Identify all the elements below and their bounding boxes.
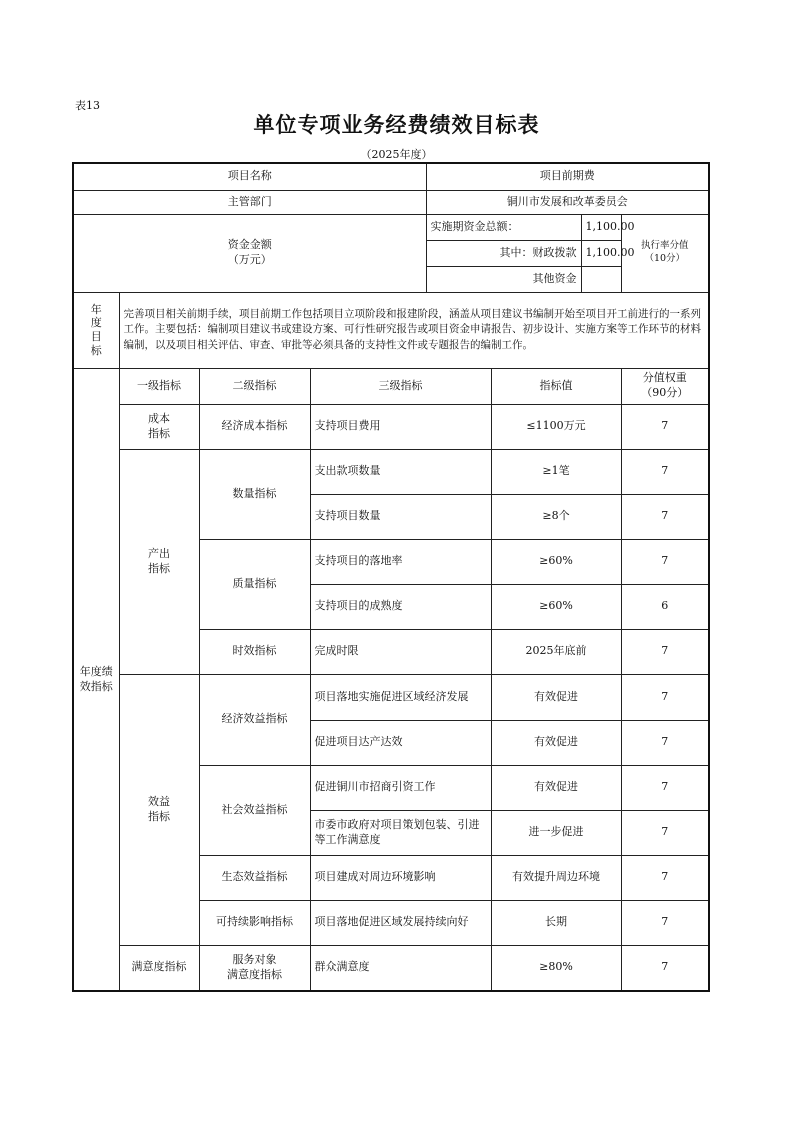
indicator-value: ≥60% xyxy=(491,539,621,584)
department-label: 主管部门 xyxy=(73,190,426,214)
level1-benefit: 效益指标 xyxy=(119,674,199,945)
indicator-value: ≥80% xyxy=(491,945,621,991)
other-funds-label: 其他资金 xyxy=(426,266,581,292)
table-row xyxy=(73,449,709,494)
col-header-level3: 三级指标 xyxy=(310,368,491,404)
page-title: 单位专项业务经费绩效目标表 xyxy=(253,113,540,137)
indicator-weight: 7 xyxy=(621,720,709,765)
funds-label-line2: （万元） xyxy=(227,253,272,266)
indicator-weight: 7 xyxy=(621,674,709,720)
department-value: 铜川市发展和改革委员会 xyxy=(426,190,709,214)
other-funds-value xyxy=(581,266,621,292)
annual-goal-row xyxy=(73,292,709,368)
level2-quality: 质量指标 xyxy=(199,539,310,629)
col-header-value: 指标值 xyxy=(491,368,621,404)
funds-total-number: 1,100.00 xyxy=(585,219,635,233)
indicator-value: 有效提升周边环境 xyxy=(491,855,621,900)
level1-satisfaction: 满意度指标 xyxy=(119,945,199,991)
table-row xyxy=(73,674,709,720)
project-name-value: 项目前期费 xyxy=(426,163,709,190)
level2-ecological-benefit: 生态效益指标 xyxy=(199,855,310,900)
level2-social-benefit: 社会效益指标 xyxy=(199,765,310,855)
col-header-weight: 分值权重 （90分） xyxy=(621,368,709,404)
annual-goal-label: 年度目标 xyxy=(73,292,119,368)
indicator-weight: 7 xyxy=(621,855,709,900)
indicator-weight: 7 xyxy=(621,810,709,855)
indicator-value: 有效促进 xyxy=(491,674,621,720)
col-header-level1: 一级指标 xyxy=(119,368,199,404)
funds-total-row xyxy=(73,214,709,240)
level1-output: 产出指标 xyxy=(119,449,199,674)
finance-allocation-label: 其中：财政拨款 xyxy=(426,240,581,266)
level3-indicator: 支持项目数量 xyxy=(310,494,491,539)
table-row xyxy=(73,404,709,449)
level1-cost: 成本指标 xyxy=(119,404,199,449)
indicator-weight: 7 xyxy=(621,765,709,810)
indicator-weight: 7 xyxy=(621,900,709,945)
indicator-weight: 7 xyxy=(621,449,709,494)
level3-indicator: 促进铜川市招商引资工作 xyxy=(310,765,491,810)
table-row xyxy=(73,945,709,991)
annual-goal-text: 完善项目相关前期手续，项目前期工作包括项目立项阶段和报建阶段，涵盖从项目建议书编制开始至项目开工前进行的一系列工作。主要包括：编制项目建议书或建设方案、可行性研究报告或项目资金申请报告、初步设计、实施方案等工作环节的材料编制，以及项目相关评估、审查、审批等必须具备的支持性文件或专题报告的编制工作。 xyxy=(119,292,709,368)
level3-indicator: 支持项目的落地率 xyxy=(310,539,491,584)
level3-indicator: 支持项目的成熟度 xyxy=(310,584,491,629)
indicator-weight: 7 xyxy=(621,629,709,674)
funds-total-value xyxy=(581,214,635,240)
funds-label-line1: 资金金额 xyxy=(227,238,272,252)
indicator-value: ≥8个 xyxy=(491,494,621,539)
indicator-weight: 7 xyxy=(621,404,709,449)
indicator-weight: 6 xyxy=(621,584,709,629)
funds-total-label: 实施期资金总额： xyxy=(426,214,581,240)
level3-indicator: 市委市政府对项目策划包装、引进等工作满意度 xyxy=(310,810,491,855)
finance-allocation-value: 1,100.00 xyxy=(581,240,621,266)
funds-label xyxy=(73,214,426,292)
col-header-level2: 二级指标 xyxy=(199,368,310,404)
department-row xyxy=(73,190,709,214)
level3-indicator: 项目落地促进区域发展持续向好 xyxy=(310,900,491,945)
level3-indicator: 支持项目费用 xyxy=(310,404,491,449)
indicator-value: 有效促进 xyxy=(491,720,621,765)
indicator-value: 长期 xyxy=(491,900,621,945)
indicator-value: ≥60% xyxy=(491,584,621,629)
level3-indicator: 完成时限 xyxy=(310,629,491,674)
level3-indicator: 项目建成对周边环境影响 xyxy=(310,855,491,900)
execution-rate-label: 执行率分值 xyxy=(640,240,689,252)
performance-indicator-section-label: 年度绩效指标 xyxy=(73,368,119,991)
level2-timeliness: 时效指标 xyxy=(199,629,310,674)
table-number-label: 表13 xyxy=(75,99,100,112)
indicator-weight: 7 xyxy=(621,494,709,539)
project-name-row xyxy=(73,163,709,190)
level3-indicator: 群众满意度 xyxy=(310,945,491,991)
indicator-value: 有效促进 xyxy=(491,765,621,810)
level2-sustainable-impact: 可持续影响指标 xyxy=(199,900,310,945)
indicator-value: ≥1笔 xyxy=(491,449,621,494)
indicator-header-row xyxy=(73,368,709,404)
level3-indicator: 促进项目达产达效 xyxy=(310,720,491,765)
performance-target-table xyxy=(72,162,710,992)
indicator-value: 2025年底前 xyxy=(491,629,621,674)
indicator-value: ≤1100万元 xyxy=(491,404,621,449)
level2-economic-benefit: 经济效益指标 xyxy=(199,674,310,765)
indicator-weight: 7 xyxy=(621,945,709,991)
level2-economic-cost: 经济成本指标 xyxy=(199,404,310,449)
level3-indicator: 支出款项数量 xyxy=(310,449,491,494)
page-subtitle-year: （2025年度） xyxy=(360,148,433,161)
execution-rate-points: （10分） xyxy=(644,253,686,264)
project-name-label: 项目名称 xyxy=(73,163,426,190)
level2-service-satisfaction: 服务对象 满意度指标 xyxy=(199,945,310,991)
indicator-value: 进一步促进 xyxy=(491,810,621,855)
indicator-weight: 7 xyxy=(621,539,709,584)
level2-quantity: 数量指标 xyxy=(199,449,310,539)
level3-indicator: 项目落地实施促进区域经济发展 xyxy=(310,674,491,720)
